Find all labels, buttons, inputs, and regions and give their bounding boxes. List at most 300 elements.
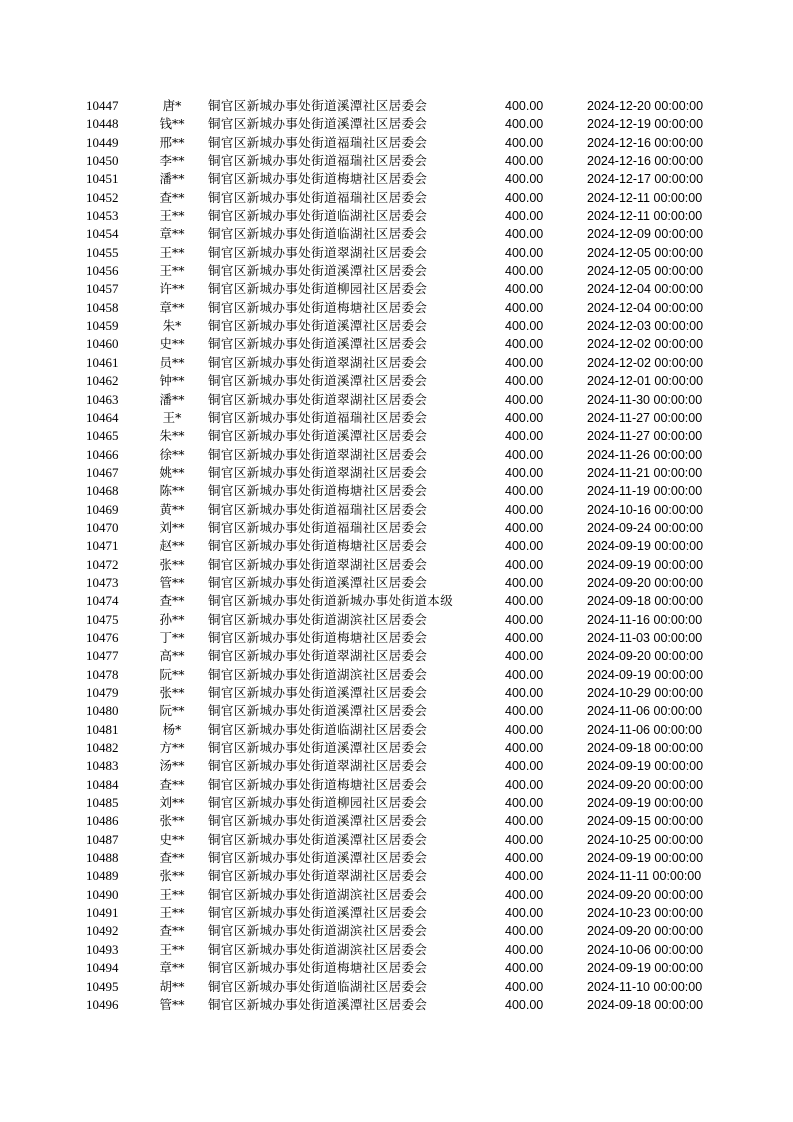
table-row <box>0 776 793 794</box>
record-date: 2024-09-24 00:00:00 <box>587 520 704 535</box>
record-date: 2024-12-16 00:00:00 <box>587 135 704 150</box>
record-id: 10471 <box>86 538 119 554</box>
person-name: 姚** <box>159 464 185 480</box>
organization-name: 铜官区新城办事处街道福瑞社区居委会 <box>208 519 428 535</box>
record-date: 2024-09-20 00:00:00 <box>587 649 704 664</box>
table-row <box>0 372 793 390</box>
table-row <box>0 280 793 298</box>
record-date: 2024-11-11 00:00:00 <box>587 869 702 884</box>
organization-name: 铜官区新城办事处街道梅塘社区居委会 <box>208 299 428 315</box>
organization-name: 铜官区新城办事处街道临湖社区居委会 <box>208 208 428 224</box>
organization-name: 铜官区新城办事处街道溪潭社区居委会 <box>208 813 428 829</box>
amount-value: 400.00 <box>505 300 544 315</box>
record-id: 10472 <box>86 556 119 572</box>
record-id: 10479 <box>86 685 119 700</box>
person-name: 李** <box>159 153 185 169</box>
record-id: 10490 <box>86 886 119 902</box>
table-row <box>0 849 793 867</box>
record-date: 2024-11-06 00:00:00 <box>587 704 703 719</box>
person-name: 杨* <box>162 721 182 737</box>
amount-value: 400.00 <box>505 117 544 132</box>
amount-value: 400.00 <box>505 557 544 572</box>
person-name: 张** <box>159 813 185 829</box>
record-id: 10454 <box>86 226 119 242</box>
record-date: 2024-09-19 00:00:00 <box>587 557 704 572</box>
organization-name: 铜官区新城办事处街道溪潭社区居委会 <box>208 116 428 132</box>
person-name: 孙** <box>159 611 185 627</box>
organization-name: 铜官区新城办事处街道新城办事处街道本级 <box>208 593 454 609</box>
amount-value: 400.00 <box>505 502 544 517</box>
amount-value: 400.00 <box>505 851 544 866</box>
record-id: 10478 <box>86 666 119 682</box>
record-date: 2024-12-05 00:00:00 <box>587 264 704 279</box>
amount-value: 400.00 <box>505 997 544 1012</box>
organization-name: 铜官区新城办事处街道湖滨社区居委会 <box>208 886 428 902</box>
record-id: 10452 <box>86 189 119 205</box>
record-date: 2024-10-29 00:00:00 <box>587 686 704 700</box>
record-date: 2024-09-19 00:00:00 <box>587 961 704 976</box>
records-table <box>0 97 793 1014</box>
person-name: 朱* <box>162 318 182 334</box>
record-id: 10470 <box>86 519 119 535</box>
table-row <box>0 299 793 317</box>
record-date: 2024-11-16 00:00:00 <box>587 612 703 627</box>
amount-value: 400.00 <box>505 906 544 921</box>
record-id: 10487 <box>86 831 119 847</box>
organization-name: 铜官区新城办事处街道梅塘社区居委会 <box>208 776 428 792</box>
table-row <box>0 867 793 885</box>
amount-value: 400.00 <box>505 447 544 462</box>
record-date: 2024-12-04 00:00:00 <box>587 300 704 315</box>
organization-name: 铜官区新城办事处街道湖滨社区居委会 <box>208 923 428 939</box>
organization-name: 铜官区新城办事处街道湖滨社区居委会 <box>208 611 428 627</box>
record-id: 10494 <box>86 960 119 976</box>
organization-name: 铜官区新城办事处街道翠湖社区居委会 <box>208 758 428 774</box>
organization-name: 铜官区新城办事处街道福瑞社区居委会 <box>208 189 428 205</box>
record-id: 10460 <box>86 336 119 352</box>
amount-value: 400.00 <box>505 759 544 774</box>
organization-name: 铜官区新城办事处街道溪潭社区居委会 <box>208 703 428 719</box>
amount-value: 400.00 <box>505 227 544 242</box>
person-name: 刘** <box>159 519 185 535</box>
amount-value: 400.00 <box>505 410 544 425</box>
record-date: 2024-12-04 00:00:00 <box>587 282 704 297</box>
organization-name: 铜官区新城办事处街道临湖社区居委会 <box>208 721 428 737</box>
record-date: 2024-09-20 00:00:00 <box>587 575 704 590</box>
organization-name: 铜官区新城办事处街道溪潭社区居委会 <box>208 373 428 389</box>
amount-value: 400.00 <box>505 741 544 756</box>
amount-value: 400.00 <box>505 814 544 829</box>
record-id: 10477 <box>86 648 119 664</box>
table-row <box>0 721 793 739</box>
organization-name: 铜官区新城办事处街道溪潭社区居委会 <box>208 263 428 279</box>
amount-value: 400.00 <box>505 630 544 645</box>
person-name: 查** <box>159 593 185 609</box>
record-date: 2024-12-01 00:00:00 <box>587 374 704 389</box>
organization-name: 铜官区新城办事处街道梅塘社区居委会 <box>208 629 428 645</box>
record-date: 2024-09-19 00:00:00 <box>587 796 704 811</box>
organization-name: 铜官区新城办事处街道翠湖社区居委会 <box>208 648 428 664</box>
table-row <box>0 244 793 262</box>
amount-value: 400.00 <box>505 869 544 884</box>
table-row <box>0 152 793 170</box>
record-id: 10482 <box>86 740 119 756</box>
record-date: 2024-12-20 00:00:00 <box>587 99 704 113</box>
record-id: 10489 <box>86 868 119 884</box>
person-name: 潘** <box>159 391 185 407</box>
amount-value: 400.00 <box>505 282 544 297</box>
record-date: 2024-12-19 00:00:00 <box>587 117 704 132</box>
organization-name: 铜官区新城办事处街道溪潭社区居委会 <box>208 996 428 1012</box>
record-date: 2024-12-02 00:00:00 <box>587 337 704 352</box>
organization-name: 铜官区新城办事处街道湖滨社区居委会 <box>208 666 428 682</box>
table-row <box>0 170 793 188</box>
organization-name: 铜官区新城办事处街道翠湖社区居委会 <box>208 391 428 407</box>
record-date: 2024-11-10 00:00:00 <box>587 979 703 994</box>
amount-value: 400.00 <box>505 942 544 957</box>
table-row <box>0 537 793 555</box>
table-row <box>0 409 793 427</box>
amount-value: 400.00 <box>505 594 544 609</box>
table-row <box>0 886 793 904</box>
record-id: 10447 <box>86 98 119 113</box>
record-id: 10465 <box>86 428 119 444</box>
record-date: 2024-09-15 00:00:00 <box>587 814 704 829</box>
record-id: 10466 <box>86 446 119 462</box>
record-id: 10461 <box>86 354 119 370</box>
record-id: 10453 <box>86 208 119 224</box>
table-row <box>0 978 793 996</box>
amount-value: 400.00 <box>505 667 544 682</box>
person-name: 王** <box>159 886 185 902</box>
person-name: 查** <box>159 923 185 939</box>
record-id: 10481 <box>86 721 119 737</box>
organization-name: 铜官区新城办事处街道梅塘社区居委会 <box>208 960 428 976</box>
organization-name: 铜官区新城办事处街道溪潭社区居委会 <box>208 831 428 847</box>
person-name: 丁** <box>159 629 185 645</box>
organization-name: 铜官区新城办事处街道翠湖社区居委会 <box>208 464 428 480</box>
amount-value: 400.00 <box>505 355 544 370</box>
table-row <box>0 702 793 720</box>
organization-name: 铜官区新城办事处街道翠湖社区居委会 <box>208 244 428 260</box>
person-name: 管** <box>159 996 185 1012</box>
organization-name: 铜官区新城办事处街道溪潭社区居委会 <box>208 850 428 866</box>
organization-name: 铜官区新城办事处街道梅塘社区居委会 <box>208 538 428 554</box>
amount-value: 400.00 <box>505 649 544 664</box>
organization-name: 铜官区新城办事处街道梅塘社区居委会 <box>208 171 428 187</box>
amount-value: 400.00 <box>505 832 544 847</box>
person-name: 邢** <box>159 134 185 150</box>
organization-name: 铜官区新城办事处街道翠湖社区居委会 <box>208 556 428 572</box>
amount-value: 400.00 <box>505 887 544 902</box>
record-id: 10469 <box>86 501 119 517</box>
table-row <box>0 941 793 959</box>
person-name: 唐* <box>162 98 182 113</box>
record-date: 2024-11-26 00:00:00 <box>587 447 703 462</box>
person-name: 刘** <box>159 795 185 811</box>
table-row <box>0 812 793 830</box>
table-row <box>0 501 793 519</box>
table-row <box>0 115 793 133</box>
table-row <box>0 482 793 500</box>
record-date: 2024-12-05 00:00:00 <box>587 245 704 260</box>
organization-name: 铜官区新城办事处街道柳园社区居委会 <box>208 795 428 811</box>
record-date: 2024-10-06 00:00:00 <box>587 942 704 957</box>
record-date: 2024-12-02 00:00:00 <box>587 355 704 370</box>
table-row <box>0 97 793 115</box>
amount-value: 400.00 <box>505 374 544 389</box>
record-id: 10457 <box>86 281 119 297</box>
organization-name: 铜官区新城办事处街道福瑞社区居委会 <box>208 501 428 517</box>
amount-value: 400.00 <box>505 777 544 792</box>
record-date: 2024-09-18 00:00:00 <box>587 594 704 609</box>
organization-name: 铜官区新城办事处街道溪潭社区居委会 <box>208 336 428 352</box>
amount-value: 400.00 <box>505 722 544 737</box>
table-row <box>0 739 793 757</box>
amount-value: 400.00 <box>505 135 544 150</box>
amount-value: 400.00 <box>505 575 544 590</box>
organization-name: 铜官区新城办事处街道湖滨社区居委会 <box>208 941 428 957</box>
person-name: 王** <box>159 263 185 279</box>
record-date: 2024-10-16 00:00:00 <box>587 502 704 517</box>
table-row <box>0 647 793 665</box>
record-id: 10459 <box>86 318 119 334</box>
record-id: 10491 <box>86 905 119 921</box>
person-name: 章** <box>159 960 185 976</box>
record-date: 2024-09-20 00:00:00 <box>587 887 704 902</box>
record-id: 10486 <box>86 813 119 829</box>
record-id: 10449 <box>86 134 119 150</box>
record-id: 10474 <box>86 593 119 609</box>
organization-name: 铜官区新城办事处街道溪潭社区居委会 <box>208 905 428 921</box>
record-date: 2024-10-25 00:00:00 <box>587 832 704 847</box>
record-id: 10458 <box>86 299 119 315</box>
organization-name: 铜官区新城办事处街道福瑞社区居委会 <box>208 153 428 169</box>
table-row <box>0 207 793 225</box>
record-date: 2024-12-11 00:00:00 <box>587 209 703 224</box>
person-name: 查** <box>159 776 185 792</box>
table-row <box>0 189 793 207</box>
amount-value: 400.00 <box>505 154 544 169</box>
organization-name: 铜官区新城办事处街道柳园社区居委会 <box>208 281 428 297</box>
organization-name: 铜官区新城办事处街道溪潭社区居委会 <box>208 574 428 590</box>
record-id: 10450 <box>86 153 119 169</box>
organization-name: 铜官区新城办事处街道梅塘社区居委会 <box>208 483 428 499</box>
record-id: 10464 <box>86 409 119 425</box>
person-name: 查** <box>159 850 185 866</box>
amount-value: 400.00 <box>505 961 544 976</box>
person-name: 张** <box>159 868 185 884</box>
record-id: 10485 <box>86 795 119 811</box>
organization-name: 铜官区新城办事处街道临湖社区居委会 <box>208 226 428 242</box>
table-row <box>0 922 793 940</box>
organization-name: 铜官区新城办事处街道福瑞社区居委会 <box>208 409 428 425</box>
person-name: 史** <box>159 831 185 847</box>
person-name: 王* <box>162 409 182 425</box>
record-date: 2024-12-03 00:00:00 <box>587 319 704 334</box>
amount-value: 400.00 <box>505 539 544 554</box>
amount-value: 400.00 <box>505 979 544 994</box>
amount-value: 400.00 <box>505 924 544 939</box>
table-row <box>0 225 793 243</box>
table-row <box>0 391 793 409</box>
amount-value: 400.00 <box>505 704 544 719</box>
record-date: 2024-09-19 00:00:00 <box>587 851 704 866</box>
record-date: 2024-09-20 00:00:00 <box>587 777 704 792</box>
amount-value: 400.00 <box>505 209 544 224</box>
organization-name: 铜官区新城办事处街道溪潭社区居委会 <box>208 318 428 334</box>
record-id: 10463 <box>86 391 119 407</box>
record-id: 10451 <box>86 171 119 187</box>
table-row <box>0 831 793 849</box>
person-name: 许** <box>159 281 185 297</box>
table-row <box>0 684 793 702</box>
record-date: 2024-12-09 00:00:00 <box>587 227 704 242</box>
record-id: 10495 <box>86 978 119 994</box>
person-name: 章** <box>159 299 185 315</box>
record-id: 10448 <box>86 116 119 132</box>
amount-value: 400.00 <box>505 612 544 627</box>
person-name: 史** <box>159 336 185 352</box>
person-name: 管** <box>159 574 185 590</box>
table-row <box>0 519 793 537</box>
amount-value: 400.00 <box>505 337 544 352</box>
person-name: 阮** <box>159 666 185 682</box>
record-id: 10473 <box>86 574 119 590</box>
person-name: 张** <box>159 556 185 572</box>
table-row <box>0 574 793 592</box>
person-name: 陈** <box>159 483 185 499</box>
amount-value: 400.00 <box>505 429 544 444</box>
record-date: 2024-11-30 00:00:00 <box>587 392 703 407</box>
record-id: 10455 <box>86 244 119 260</box>
person-name: 员** <box>159 354 185 370</box>
person-name: 王** <box>159 905 185 921</box>
table-row <box>0 666 793 684</box>
table-row <box>0 794 793 812</box>
record-date: 2024-11-27 00:00:00 <box>587 410 703 425</box>
table-row <box>0 959 793 977</box>
organization-name: 铜官区新城办事处街道溪潭社区居委会 <box>208 685 428 700</box>
record-date: 2024-09-19 00:00:00 <box>587 539 704 554</box>
record-id: 10476 <box>86 629 119 645</box>
table-row <box>0 757 793 775</box>
person-name: 高** <box>159 648 185 664</box>
record-date: 2024-12-11 00:00:00 <box>587 190 703 205</box>
record-date: 2024-10-23 00:00:00 <box>587 906 704 921</box>
table-row <box>0 134 793 152</box>
organization-name: 铜官区新城办事处街道临湖社区居委会 <box>208 978 428 994</box>
record-id: 10462 <box>86 373 119 389</box>
amount-value: 400.00 <box>505 484 544 499</box>
table-row <box>0 629 793 647</box>
record-id: 10493 <box>86 941 119 957</box>
amount-value: 400.00 <box>505 245 544 260</box>
record-id: 10483 <box>86 758 119 774</box>
record-id: 10475 <box>86 611 119 627</box>
record-date: 2024-09-19 00:00:00 <box>587 667 704 682</box>
amount-value: 400.00 <box>505 796 544 811</box>
record-date: 2024-11-27 00:00:00 <box>587 429 703 444</box>
person-name: 王** <box>159 208 185 224</box>
person-name: 赵** <box>159 538 185 554</box>
person-name: 黄** <box>159 501 185 517</box>
person-name: 潘** <box>159 171 185 187</box>
record-id: 10467 <box>86 464 119 480</box>
organization-name: 铜官区新城办事处街道翠湖社区居委会 <box>208 868 428 884</box>
record-date: 2024-11-21 00:00:00 <box>587 465 703 480</box>
record-id: 10468 <box>86 483 119 499</box>
person-name: 张** <box>159 685 185 700</box>
organization-name: 铜官区新城办事处街道溪潭社区居委会 <box>208 740 428 756</box>
person-name: 徐** <box>159 446 185 462</box>
table-row <box>0 611 793 629</box>
person-name: 王** <box>159 941 185 957</box>
amount-value: 400.00 <box>505 319 544 334</box>
amount-value: 400.00 <box>505 264 544 279</box>
person-name: 朱** <box>159 428 185 444</box>
record-date: 2024-09-18 00:00:00 <box>587 741 704 756</box>
record-date: 2024-11-03 00:00:00 <box>587 630 703 645</box>
record-date: 2024-09-20 00:00:00 <box>587 924 704 939</box>
table-row <box>0 904 793 922</box>
table-row <box>0 354 793 372</box>
amount-value: 400.00 <box>505 520 544 535</box>
person-name: 章** <box>159 226 185 242</box>
person-name: 方** <box>159 740 185 756</box>
record-date: 2024-12-17 00:00:00 <box>587 172 704 187</box>
person-name: 王** <box>159 244 185 260</box>
table-row <box>0 335 793 353</box>
record-date: 2024-12-16 00:00:00 <box>587 154 704 169</box>
table-row <box>0 427 793 445</box>
person-name: 查** <box>159 189 185 205</box>
organization-name: 铜官区新城办事处街道溪潭社区居委会 <box>208 98 428 113</box>
record-id: 10456 <box>86 263 119 279</box>
person-name: 阮** <box>159 703 185 719</box>
organization-name: 铜官区新城办事处街道翠湖社区居委会 <box>208 354 428 370</box>
amount-value: 400.00 <box>505 686 544 700</box>
person-name: 钱** <box>159 116 185 132</box>
table-row <box>0 317 793 335</box>
record-id: 10492 <box>86 923 119 939</box>
record-date: 2024-09-18 00:00:00 <box>587 997 704 1012</box>
organization-name: 铜官区新城办事处街道翠湖社区居委会 <box>208 446 428 462</box>
table-row <box>0 996 793 1014</box>
organization-name: 铜官区新城办事处街道溪潭社区居委会 <box>208 428 428 444</box>
amount-value: 400.00 <box>505 172 544 187</box>
amount-value: 400.00 <box>505 465 544 480</box>
amount-value: 400.00 <box>505 392 544 407</box>
person-name: 汤** <box>159 758 185 774</box>
table-row <box>0 464 793 482</box>
amount-value: 400.00 <box>505 99 544 113</box>
record-id: 10488 <box>86 850 119 866</box>
record-date: 2024-09-19 00:00:00 <box>587 759 704 774</box>
record-id: 10484 <box>86 776 119 792</box>
record-date: 2024-11-19 00:00:00 <box>587 484 703 499</box>
table-row <box>0 592 793 610</box>
person-name: 钟** <box>159 373 185 389</box>
person-name: 胡** <box>159 978 185 994</box>
table-row <box>0 556 793 574</box>
record-date: 2024-11-06 00:00:00 <box>587 722 703 737</box>
table-row <box>0 446 793 464</box>
organization-name: 铜官区新城办事处街道福瑞社区居委会 <box>208 134 428 150</box>
table-row <box>0 262 793 280</box>
amount-value: 400.00 <box>505 190 544 205</box>
record-id: 10480 <box>86 703 119 719</box>
